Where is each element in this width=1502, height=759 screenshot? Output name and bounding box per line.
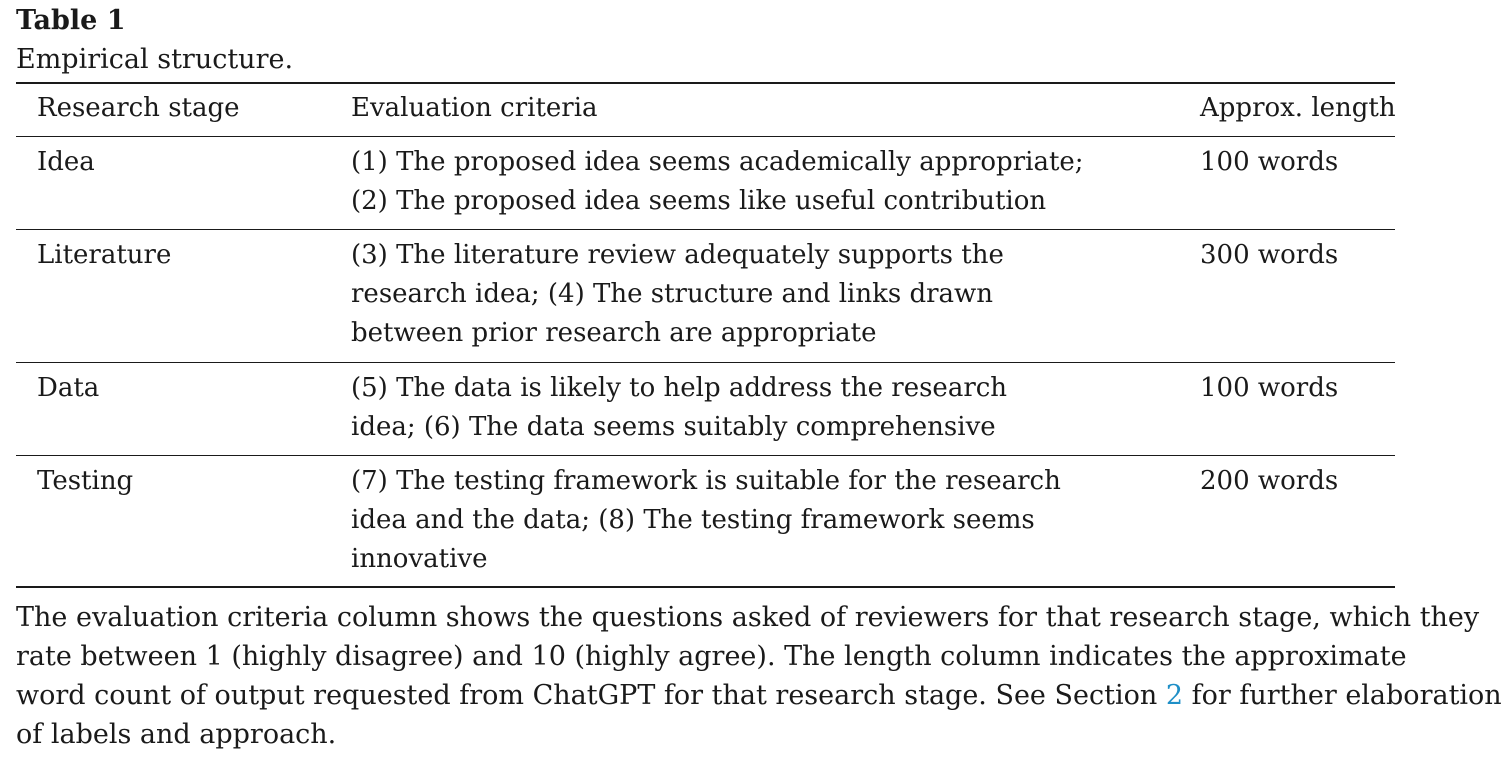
row-literature-stage: Literature: [37, 240, 172, 270]
row-divider: [16, 362, 1395, 363]
row-testing-criteria-line-2: idea and the data; (8) The testing framework seems: [351, 505, 1035, 535]
row-testing-criteria-line-1: (7) The testing framework is suitable for the research: [351, 466, 1061, 496]
table-footnote: [16, 598, 1502, 754]
row-idea-criteria-line-2: (2) The proposed idea seems like useful contribution: [351, 186, 1047, 216]
row-literature-criteria-line-3: between prior research are appropriate: [351, 318, 877, 348]
row-literature-criteria-line-1: (3) The literature review adequately supports the: [351, 240, 1004, 270]
section-reference-link[interactable]: 2: [1165, 680, 1183, 711]
footnote-line-1: The evaluation criteria column shows the questions asked of reviewers for that research stage, which they: [16, 602, 1480, 633]
row-data-criteria-line-1: (5) The data is likely to help address the research: [351, 373, 1008, 403]
row-literature-criteria-line-2: research idea; (4) The structure and links drawn: [351, 279, 994, 309]
row-idea-stage: Idea: [37, 147, 95, 177]
footnote-line-2: rate between 1 (highly disagree) and 10 (highly agree). The length column indicates the approximate: [16, 641, 1407, 672]
row-data-criteria-line-2: idea; (6) The data seems suitably comprehensive: [351, 412, 996, 442]
row-testing-length: 200 words: [1200, 466, 1339, 496]
row-testing-stage: Testing: [37, 466, 134, 496]
header-research-stage: Research stage: [37, 93, 240, 123]
row-idea-criteria-line-1: (1) The proposed idea seems academically appropriate;: [351, 147, 1084, 177]
header-rule: [16, 136, 1395, 137]
header-approx-length: Approx. length: [1200, 93, 1396, 123]
row-divider: [16, 229, 1395, 230]
table-bottom-rule: [16, 586, 1395, 588]
row-idea-length: 100 words: [1200, 147, 1339, 177]
table-caption-title: Empirical structure.: [16, 44, 294, 75]
footnote-line-3: [16, 676, 1502, 715]
row-data-stage: Data: [37, 373, 100, 403]
table-top-rule: [16, 82, 1395, 84]
footnote-line-3-tail: for further elaboration: [1183, 680, 1502, 711]
header-evaluation-criteria: Evaluation criteria: [351, 93, 598, 123]
table-caption-label: Table 1: [16, 5, 126, 36]
row-data-length: 100 words: [1200, 373, 1339, 403]
row-testing-criteria-line-3: innovative: [351, 544, 488, 574]
row-divider: [16, 455, 1395, 456]
row-literature-length: 300 words: [1200, 240, 1339, 270]
footnote-line-4: of labels and approach.: [16, 719, 337, 750]
footnote-line-3-text: word count of output requested from ChatGPT for that research stage. See Section: [16, 680, 1166, 711]
